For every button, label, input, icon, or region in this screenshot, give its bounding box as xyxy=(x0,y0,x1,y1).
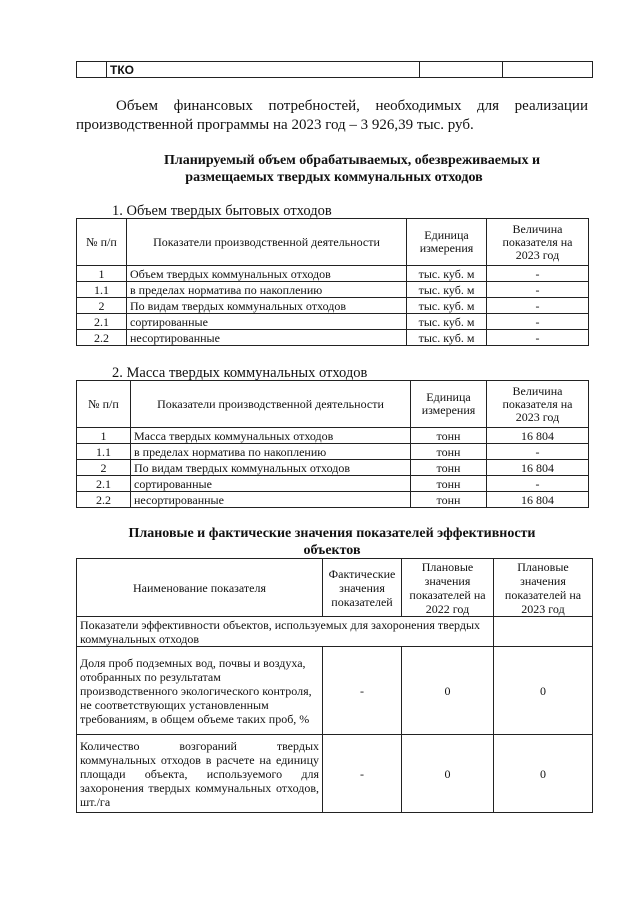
heading-line: Плановые и фактические значения показателей эффективности xyxy=(128,526,536,541)
row-plan-2022: 0 xyxy=(402,735,494,813)
top-table xyxy=(76,61,593,78)
col-header-plan-2023: Плановые значения показателей на 2023 год xyxy=(494,559,593,617)
row-value: - xyxy=(487,314,589,330)
row-value: 16 804 xyxy=(487,428,589,444)
word: потребностей, xyxy=(268,98,360,114)
row-unit: тонн xyxy=(411,492,487,508)
row-num: 2.2 xyxy=(77,492,131,508)
row-value: 16 804 xyxy=(487,460,589,476)
finance-paragraph-line2: производственной программы на 2023 год – 3 926,39 тыс. руб. xyxy=(76,117,474,133)
row-fact: - xyxy=(323,735,402,813)
section1-title: 1. Объем твердых бытовых отходов xyxy=(112,203,332,219)
group-row-empty xyxy=(494,617,593,647)
row-name: Объем твердых коммунальных отходов xyxy=(127,266,407,282)
word: реализации xyxy=(514,98,588,114)
heading-line: размещаемых твердых коммунальных отходов xyxy=(185,170,483,185)
section2-title: 2. Масса твердых коммунальных отходов xyxy=(112,365,368,381)
table-row xyxy=(77,314,589,330)
table-row xyxy=(77,330,589,346)
row-plan-2023: 0 xyxy=(494,735,593,813)
row-name: Доля проб подземных вод, почвы и воздуха, отобранных по результатам производственного экологического контроля, не соответствующих установленным требованиям, в общем объеме таких проб, % xyxy=(77,647,323,735)
word: для xyxy=(477,98,500,114)
row-name: По видам твердых коммунальных отходов xyxy=(127,298,407,314)
finance-paragraph xyxy=(76,97,588,135)
row-unit: тыс. куб. м xyxy=(407,298,487,314)
row-value: - xyxy=(487,282,589,298)
col-header-num: № п/п xyxy=(77,381,131,428)
row-fact: - xyxy=(323,647,402,735)
row-num: 1.1 xyxy=(77,444,131,460)
top-table-cell-3 xyxy=(420,62,503,78)
row-plan-2022: 0 xyxy=(402,647,494,735)
row-num: 1 xyxy=(77,266,127,282)
word: Объем xyxy=(116,98,158,114)
table-row xyxy=(77,266,589,282)
row-name: несортированные xyxy=(131,492,411,508)
table-row xyxy=(77,428,589,444)
row-num: 1 xyxy=(77,428,131,444)
volume-table xyxy=(76,218,589,346)
col-header-name: Показатели производственной деятельности xyxy=(131,381,411,428)
row-unit: тыс. куб. м xyxy=(407,266,487,282)
table-row xyxy=(77,460,589,476)
table-row xyxy=(77,476,589,492)
top-table-cell-4 xyxy=(503,62,593,78)
row-unit: тонн xyxy=(411,460,487,476)
row-value: - xyxy=(487,444,589,460)
top-table-cell-num xyxy=(77,62,107,78)
top-table-label: ТКО xyxy=(107,62,420,78)
group-row: Показатели эффективности объектов, используемых для захоронения твердых коммунальных отходов xyxy=(77,617,494,647)
row-num: 2.2 xyxy=(77,330,127,346)
table-row xyxy=(77,647,593,735)
row-name: в пределах норматива по накоплению xyxy=(127,282,407,298)
heading-line: Планируемый объем обрабатываемых, обезвреживаемых и xyxy=(163,153,541,168)
heading-efficiency xyxy=(76,525,588,559)
row-name: сортированные xyxy=(131,476,411,492)
table-row xyxy=(77,735,593,813)
finance-paragraph-line1 xyxy=(76,97,588,116)
row-name: сортированные xyxy=(127,314,407,330)
heading-line: объектов xyxy=(303,543,361,558)
row-num: 2.1 xyxy=(77,476,131,492)
row-unit: тонн xyxy=(411,428,487,444)
mass-table xyxy=(76,380,589,508)
col-header-unit: Единица измерения xyxy=(411,381,487,428)
col-header-fact: Фактические значения показателей xyxy=(323,559,402,617)
row-name: Количество возгораний твердых коммунальных отходов в расчете на единицу площади объекта, используемого для захоронения твердых коммунальных отходов, шт./га xyxy=(77,735,323,813)
row-unit: тыс. куб. м xyxy=(407,330,487,346)
row-num: 2 xyxy=(77,460,131,476)
col-header-unit: Единица измерения xyxy=(407,219,487,266)
col-header-name: Показатели производственной деятельности xyxy=(127,219,407,266)
table-row xyxy=(77,444,589,460)
row-name: несортированные xyxy=(127,330,407,346)
col-header-name: Наименование показателя xyxy=(77,559,323,617)
row-value: - xyxy=(487,330,589,346)
row-num: 1.1 xyxy=(77,282,127,298)
table-row xyxy=(77,298,589,314)
row-num: 2 xyxy=(77,298,127,314)
col-header-num: № п/п xyxy=(77,219,127,266)
efficiency-table xyxy=(76,558,593,813)
row-unit: тонн xyxy=(411,444,487,460)
row-value: - xyxy=(487,476,589,492)
row-unit: тыс. куб. м xyxy=(407,314,487,330)
col-header-value: Величина показателя на 2023 год xyxy=(487,381,589,428)
row-num: 2.1 xyxy=(77,314,127,330)
row-name: в пределах норматива по накоплению xyxy=(131,444,411,460)
row-value: - xyxy=(487,298,589,314)
row-name: Масса твердых коммунальных отходов xyxy=(131,428,411,444)
word: финансовых xyxy=(173,98,253,114)
row-unit: тонн xyxy=(411,476,487,492)
heading-planned-volume xyxy=(76,152,592,186)
row-value: - xyxy=(487,266,589,282)
word: необходимых xyxy=(375,98,462,114)
col-header-value: Величина показателя на 2023 год xyxy=(487,219,589,266)
table-row xyxy=(77,282,589,298)
row-unit: тыс. куб. м xyxy=(407,282,487,298)
row-plan-2023: 0 xyxy=(494,647,593,735)
row-name: По видам твердых коммунальных отходов xyxy=(131,460,411,476)
row-value: 16 804 xyxy=(487,492,589,508)
table-row xyxy=(77,492,589,508)
col-header-plan-2022: Плановые значения показателей на 2022 год xyxy=(402,559,494,617)
